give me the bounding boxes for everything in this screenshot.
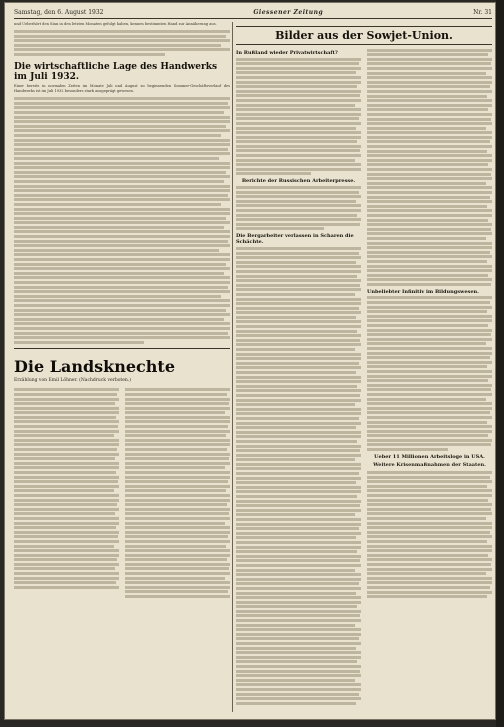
handwerk-body-lines <box>14 97 230 343</box>
right-column <box>236 22 492 705</box>
block-privatwirtschaft-title: In Rußland wieder Privatwirtschaft? <box>236 50 338 56</box>
feature-author-name: Erzählung von Emil Löhner. <box>14 377 78 383</box>
intro-paragraph: und Ueberhört den Sinn in den letzten Monaten gefolgt haben, kennen bestimmten Hand zur Annäherung aus. <box>14 22 217 26</box>
column-divider <box>232 22 233 712</box>
block-usa-subtitle: Weitere Krisenmaßnahmen der Staaten. <box>373 462 486 469</box>
feature-author <box>14 378 230 383</box>
intro-body-lines <box>14 30 230 56</box>
page-edge-shadow <box>496 0 504 727</box>
feature-subcolumn-2 <box>125 387 230 598</box>
handwerk-section-title: Die wirtschaftliche Lage des Handwerks im Juli 1932. <box>14 62 218 83</box>
header-date: Samstag, den 6. August 1932 <box>14 8 104 16</box>
feature-title: Die Landsknechte <box>14 356 175 376</box>
block-bildungswesen-title: Unbeliebter Infinitiv im Bildungswesen. <box>367 288 479 295</box>
sowjet-subcolumn-2 <box>367 47 492 705</box>
sowjet-banner-title: Bilder aus der Sowjet-Union. <box>236 26 492 45</box>
block-usa-title: Ueber 11 Millionen Arbeitsloge in USA. <box>374 454 485 461</box>
feature-body <box>14 387 230 598</box>
page-header <box>14 6 492 19</box>
block-bergarbeiter-title: Die Bergarbeiter verlassen in Scharen die Schächte. <box>236 233 354 246</box>
sowjet-subcolumn-1 <box>236 47 361 705</box>
feature-subcolumn-1 <box>14 387 119 598</box>
header-masthead: Giessener Zeitung <box>253 8 324 16</box>
left-column <box>14 22 230 598</box>
section-divider <box>14 348 230 349</box>
header-issue-number: Nr. 31 <box>473 8 492 16</box>
newspaper-page <box>4 2 496 720</box>
block-arbeiterpresse-title: Berichte der Russischen Arbeiterpresse. <box>241 178 356 185</box>
feature-reprint-note: (Nachdruck verboten.) <box>79 377 131 383</box>
sowjet-body <box>236 47 492 705</box>
handwerk-section-lead: Einer bereits in normalen Zeiten im Monate Juli und August zu beginnenden Sommer-Geschäftsverlauf des Handwerks ist im Juli 1932 besonders stark ausgeprägt gewesen. <box>14 84 230 94</box>
